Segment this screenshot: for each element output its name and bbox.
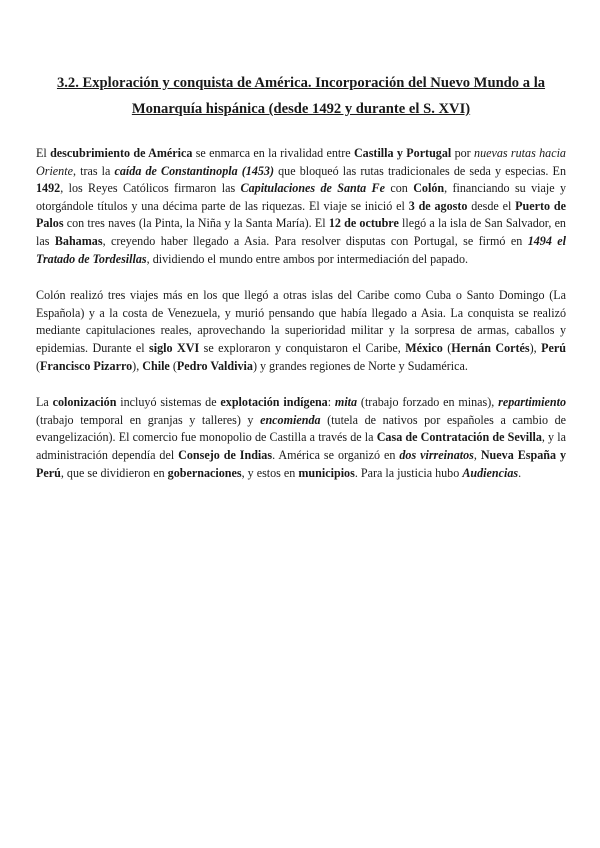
emphasis-text: Audiencias	[462, 465, 519, 480]
emphasis-text: nuevas rutas hacia Oriente	[36, 146, 566, 178]
body-text: incluyó sistemas de	[116, 395, 221, 410]
emphasis-text: Bahamas	[54, 233, 103, 248]
emphasis-text: repartimiento	[498, 395, 566, 410]
paragraph-conquest	[36, 287, 566, 375]
body-text: Colón realizó tres viajes más en los que llegó a otras islas del Caribe como Cuba o Santo Domingo (La Española) y a la costa de Venezuela, y murió pensando que había llegado a Asia. La conquista se realizó mediante capitulaciones reales, aprovechando la superioridad militar y la sorpresa de armas, caballos y epidemias. Durante el	[36, 288, 566, 355]
body-text: (trabajo temporal en granjas y talleres) y	[36, 412, 261, 427]
body-text: ),	[529, 340, 542, 355]
emphasis-text: Capitulaciones de Santa Fe	[240, 181, 385, 196]
emphasis-text: caída de Constantinopla (1453)	[114, 163, 275, 178]
emphasis-text: municipios	[298, 465, 355, 480]
emphasis-text: Perú	[541, 340, 566, 355]
body-text: (trabajo forzado en minas),	[357, 395, 499, 410]
body-text: . América se organizó en	[272, 447, 400, 462]
body-text: desde el	[467, 198, 516, 213]
emphasis-text: colonización	[52, 395, 117, 410]
body-text: se exploraron y conquistaron el Caribe,	[199, 340, 406, 355]
emphasis-text: Casa de Contratación de Sevilla	[376, 430, 542, 445]
emphasis-text: explotación indígena	[220, 395, 328, 410]
document-page	[36, 70, 566, 501]
emphasis-text: México	[405, 340, 443, 355]
body-text: por	[451, 146, 475, 160]
emphasis-text: Hernán Cortés	[451, 340, 530, 355]
body-text: , que se dividieron en	[60, 465, 168, 480]
body-text: que bloqueó las rutas tradicionales de seda y especias. En	[274, 163, 566, 178]
body-text: .	[518, 465, 522, 480]
emphasis-text: siglo XVI	[149, 340, 200, 355]
body-text: , y la administración dependía del	[36, 430, 566, 462]
emphasis-text: 12 de octubre	[328, 216, 399, 231]
emphasis-text: Pedro Valdivia	[176, 358, 253, 373]
body-text: La	[36, 395, 53, 410]
body-text: ) y grandes regiones de Norte y Sudamérica.	[252, 358, 468, 373]
emphasis-text: Colón	[413, 181, 445, 196]
body-text: , dividiendo el mundo entre ambos por intermediación del papado.	[146, 251, 469, 266]
emphasis-text: dos virreinatos	[399, 447, 474, 462]
body-text: El	[36, 146, 51, 160]
body-text: :	[327, 395, 335, 410]
body-text: (	[36, 358, 41, 373]
emphasis-text: 1494 el Tratado de Tordesillas	[36, 233, 566, 266]
body-text: se enmarca en la rivalidad entre	[192, 146, 354, 160]
body-text: , y estos en	[241, 465, 299, 480]
emphasis-text: encomienda	[260, 412, 321, 427]
section-title: 3.2. Exploración y conquista de América. Incorporación del Nuevo Mundo a la Monarquía hispánica (desde 1492 y durante el S. XVI)	[56, 75, 546, 117]
body-text: con	[384, 181, 414, 196]
body-text: ),	[132, 358, 143, 373]
body-text: , tras la	[72, 163, 115, 178]
emphasis-text: Nueva España y Perú	[36, 447, 567, 480]
body-text: con tres naves (la Pinta, la Niña y la Santa María). El	[63, 216, 329, 231]
emphasis-text: Chile	[142, 358, 170, 373]
emphasis-text: Castilla y Portugal	[353, 146, 452, 160]
body-text: . Para la justicia hubo	[354, 465, 463, 480]
emphasis-text: 3 de agosto	[408, 198, 468, 213]
paragraph-colonization	[36, 394, 566, 482]
emphasis-text: 1492	[36, 181, 61, 196]
emphasis-text: Consejo de Indias	[178, 447, 273, 462]
document-body	[36, 145, 566, 482]
body-text: , creyendo haber llegado a Asia. Para resolver disputas con Portugal, se firmó en	[102, 233, 528, 248]
body-text: ,	[473, 447, 481, 462]
emphasis-text: mita	[334, 395, 358, 410]
body-text: , financiando su viaje y otorgándole títulos y una décima parte de las riquezas. El viaje se inició el	[36, 181, 566, 213]
emphasis-text: Puerto de Palos	[36, 198, 567, 231]
body-text: , los Reyes Católicos firmaron las	[60, 181, 241, 196]
body-text: (	[442, 340, 452, 355]
emphasis-text: gobernaciones	[167, 465, 242, 480]
body-text: llegó a la isla de San Salvador, en las	[36, 216, 566, 248]
paragraph-discovery	[36, 145, 566, 268]
emphasis-text: Francisco Pizarro	[40, 358, 133, 373]
body-text: (	[169, 358, 177, 373]
body-text: (tutela de nativos por españoles a cambio de evangelización). El comercio fue monopolio de Castilla a través de la	[36, 412, 566, 445]
emphasis-text: descubrimiento de América	[50, 146, 193, 160]
